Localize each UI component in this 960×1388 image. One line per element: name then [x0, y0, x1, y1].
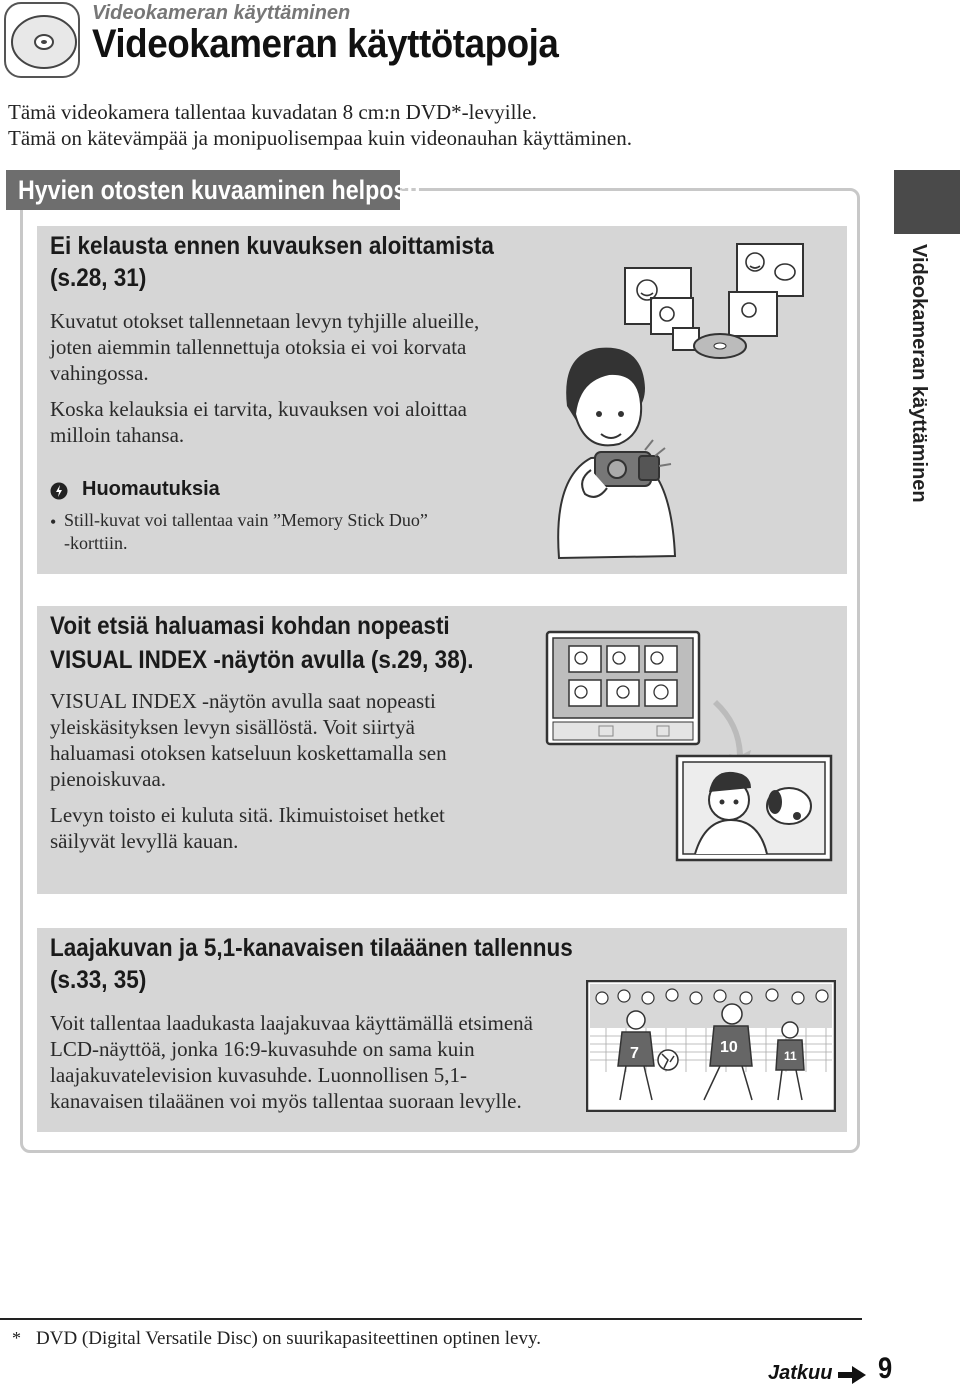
intro-line-1: Tämä videokamera tallentaa kuvadatan 8 cm:n DVD*-levyille.	[8, 100, 537, 124]
side-index-label: Videokameran käyttäminen	[908, 244, 930, 503]
panel1-heading-line-2: (s.28, 31)	[50, 264, 147, 292]
panel2-text-line: pienoiskuvaa.	[50, 767, 167, 791]
panel1-text-line: milloin tahansa.	[50, 423, 185, 447]
panel2-text-line: säilyvät levyllä kauan.	[50, 829, 239, 853]
footnote-marker: *	[12, 1328, 21, 1348]
jersey-number: 10	[720, 1039, 738, 1056]
notes-warning-icon	[50, 482, 68, 500]
panel2-heading-line-2: VISUAL INDEX -näytön avulla (s.29, 38).	[50, 646, 474, 674]
page-number: 9	[878, 1352, 893, 1385]
panel1-text-line: vahingossa.	[50, 361, 149, 385]
panel2-text-line: Levyn toisto ei kuluta sitä. Ikimuistoiset hetket	[50, 803, 445, 827]
panel1-heading-line-1: Ei kelausta ennen kuvauksen aloittamista	[50, 232, 494, 260]
note-text-line: Still-kuvat voi tallentaa vain ”Memory Stick Duo”	[64, 510, 428, 530]
jersey-number: 7	[630, 1045, 639, 1062]
section-title: Hyvien otosten kuvaaminen helposti	[6, 170, 400, 210]
jersey-number: 11	[784, 1049, 797, 1063]
panel2-text-line: VISUAL INDEX -näytön avulla saat nopeasti	[50, 689, 436, 713]
panel2-text-line: haluamasi otoksen katseluun koskettamalla sen	[50, 741, 447, 765]
continue-label: Jatkuu	[768, 1362, 833, 1384]
panel2-heading-line-1: Voit etsiä haluamasi kohdan nopeasti	[50, 612, 450, 640]
panel3-heading-line-1: Laajakuvan ja 5,1-kanavaisen tilaäänen tallennus	[50, 934, 573, 962]
side-index-tab	[894, 170, 960, 234]
note-text-line: -korttiin.	[64, 533, 128, 553]
panel3-text-line: Voit tallentaa laadukasta laajakuvaa käyttämällä etsimenä	[50, 1011, 533, 1035]
visual-index-illustration	[545, 630, 835, 862]
note-bullet: •	[50, 512, 57, 532]
arrow-right-icon	[838, 1366, 866, 1384]
chapter-subtitle: Videokameran käyttäminen	[92, 2, 351, 24]
intro-line-2: Tämä on kätevämpää ja monipuolisempaa kuin videonauhan käyttäminen.	[8, 126, 632, 150]
panel3-text-line: LCD-näyttöä, jonka 16:9-kuvasuhde on sama kuin	[50, 1037, 475, 1061]
panel1-text-line: joten aiemmin tallennettuja otoksia ei voi korvata	[50, 335, 467, 359]
panel3-text-line: laajakuvatelevision kuvasuhde. Luonnollisen 5,1-	[50, 1063, 467, 1087]
camcorder-recording-illustration	[555, 238, 845, 564]
panel3-text-line: kanavaisen tilaäänen voi myös tallentaa suoraan levylle.	[50, 1089, 522, 1113]
footnote-text: DVD (Digital Versatile Disc) on suurikapasiteettinen optinen levy.	[36, 1328, 541, 1349]
panel2-text-line: yleiskäsityksen levyn sisällöstä. Voit siirtyä	[50, 715, 415, 739]
footnote-divider	[0, 1318, 862, 1320]
disc-icon	[4, 2, 80, 78]
soccer-widescreen-illustration	[586, 980, 836, 1112]
panel1-text-line: Kuvatut otokset tallennetaan levyn tyhjille alueille,	[50, 309, 480, 333]
page-title: Videokameran käyttötapoja	[92, 22, 559, 66]
panel1-text-line: Koska kelauksia ei tarvita, kuvauksen voi aloittaa	[50, 397, 467, 421]
notes-title: Huomautuksia	[82, 478, 220, 500]
panel3-heading-line-2: (s.33, 35)	[50, 966, 147, 994]
